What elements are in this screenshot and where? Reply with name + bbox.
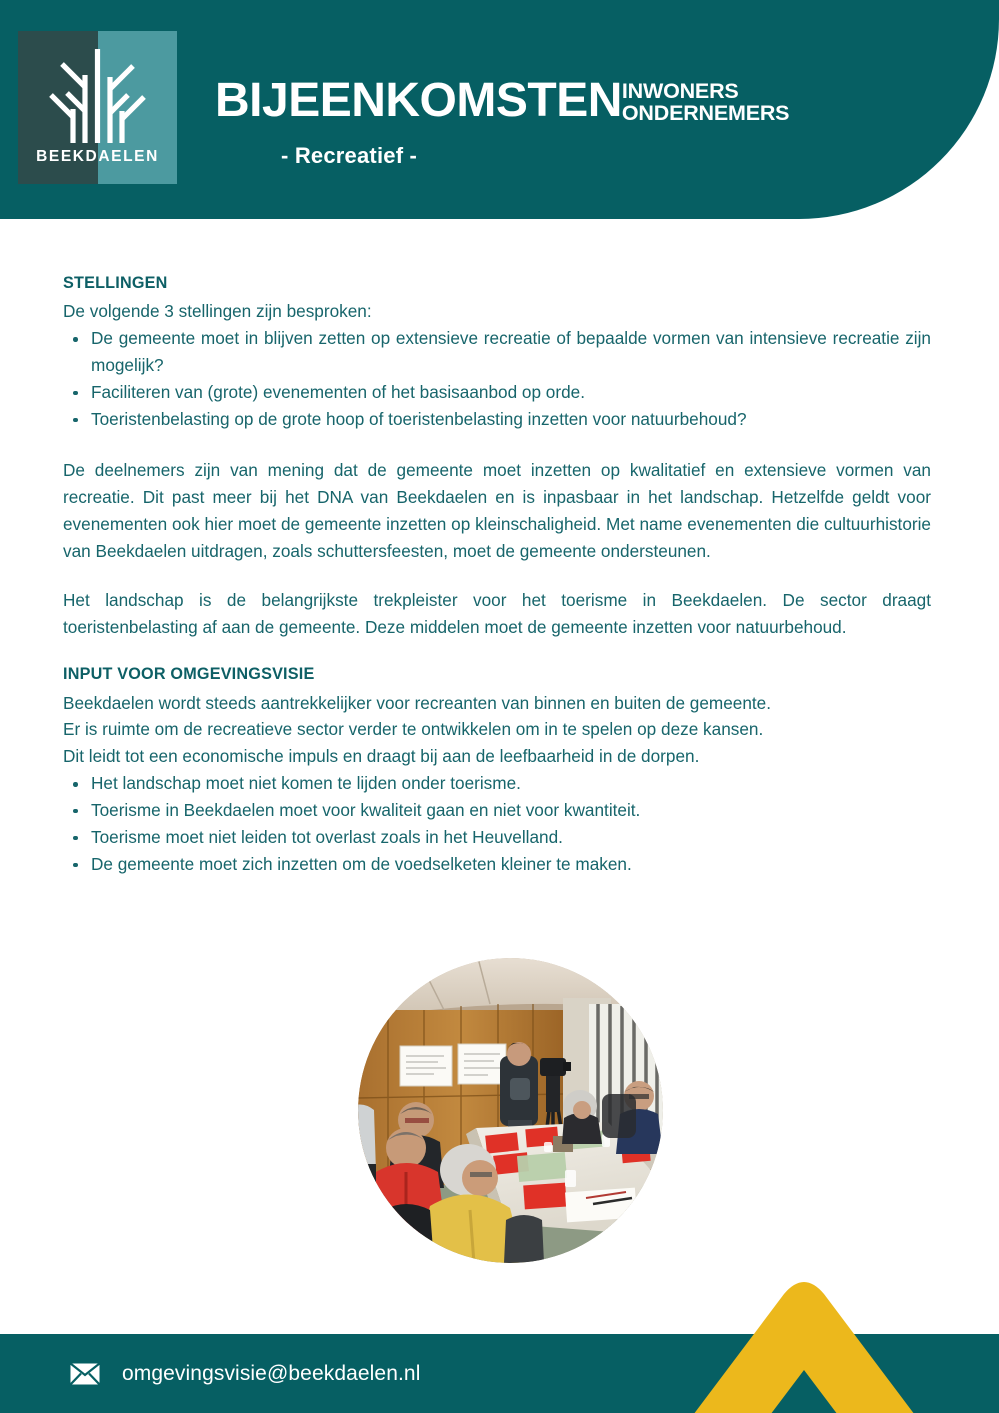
list-item: Het landschap moet niet komen te lijden onder toerisme. (63, 770, 931, 797)
footer-contact[interactable] (70, 1334, 420, 1413)
page-footer (0, 1334, 999, 1413)
stellingen-intro: De volgende 3 stellingen zijn besproken: (63, 301, 372, 322)
stellingen-list (63, 325, 931, 432)
list-item: De gemeente moet in blijven zetten op extensieve recreatie of bepaalde vormen van intensieve recreatie zijn mogelijk? (63, 325, 931, 379)
footer-email-text[interactable]: omgevingsvisie@beekdaelen.nl (122, 1361, 421, 1385)
paragraph-deelnemers: De deelnemers zijn van mening dat de gemeente moet inzetten op kwalitatief en extensieve vormen van recreatie. Dit past meer bij het DNA van Beekdaelen en is inpasbaar in het landschap. Hetzelfde geldt voor evenementen ook hier moet de gemeente inzetten op kleinschaligheid. Met name evenementen die cultuurhistorie van Beekdaelen uitdragen, zoals schuttersfeesten, moet de gemeente ondersteunen. (63, 460, 931, 561)
page-title: BIJEENKOMSTEN (215, 74, 622, 127)
envelope-icon (70, 1363, 100, 1385)
page-subtitle: - Recreatief - (281, 142, 418, 168)
audience-inwoners: INWONERS (621, 79, 739, 103)
document-body (63, 271, 931, 877)
logo-wordmark: BEEKDAELEN (36, 148, 159, 165)
list-item: Toeristenbelasting op de grote hoop of toeristenbelasting inzetten voor natuurbehoud? (63, 406, 931, 433)
omgevingsvisie-intro-line-1: Beekdaelen wordt steeds aantrekkelijker voor recreanten van binnen en buiten de gemeente. (63, 692, 772, 713)
list-item: Toerisme moet niet leiden tot overlast zoals in het Heuvelland. (63, 824, 931, 851)
omgevingsvisie-intro-line-2: Er is ruimte om de recreatieve sector verder te ontwikkelen om in te spelen op deze kansen. (63, 719, 764, 740)
header-title-block (215, 74, 915, 169)
list-item: Faciliteren van (grote) evenementen of het basisaanbod op orde. (63, 379, 931, 406)
page-header (0, 0, 999, 219)
section-heading-input-omgevingsvisie: INPUT VOOR OMGEVINGSVISIE (63, 665, 315, 684)
audience-ondernemers: ONDERNEMERS (621, 100, 790, 125)
section-heading-stellingen: STELLINGEN (63, 274, 168, 292)
omgevingsvisie-intro-line-3: Dit leidt tot een economische impuls en draagt bij aan de leefbaarheid in de dorpen. (63, 746, 700, 767)
omgevingsvisie-list (63, 770, 931, 877)
paragraph-landschap: Het landschap is de belangrijkste trekpleister voor het toerisme in Beekdaelen. De sector draagt toeristenbelasting af aan de gemeente. Deze middelen moet de gemeente inzetten voor natuurbehoud. (63, 589, 931, 637)
list-item: De gemeente moet zich inzetten om de voedselketen kleiner te maken. (63, 851, 931, 878)
meeting-room-photo (358, 958, 663, 1263)
list-item: Toerisme in Beekdaelen moet voor kwaliteit gaan en niet voor kwantiteit. (63, 797, 931, 824)
beekdaelen-logo (18, 31, 177, 184)
audience-labels (622, 78, 789, 125)
